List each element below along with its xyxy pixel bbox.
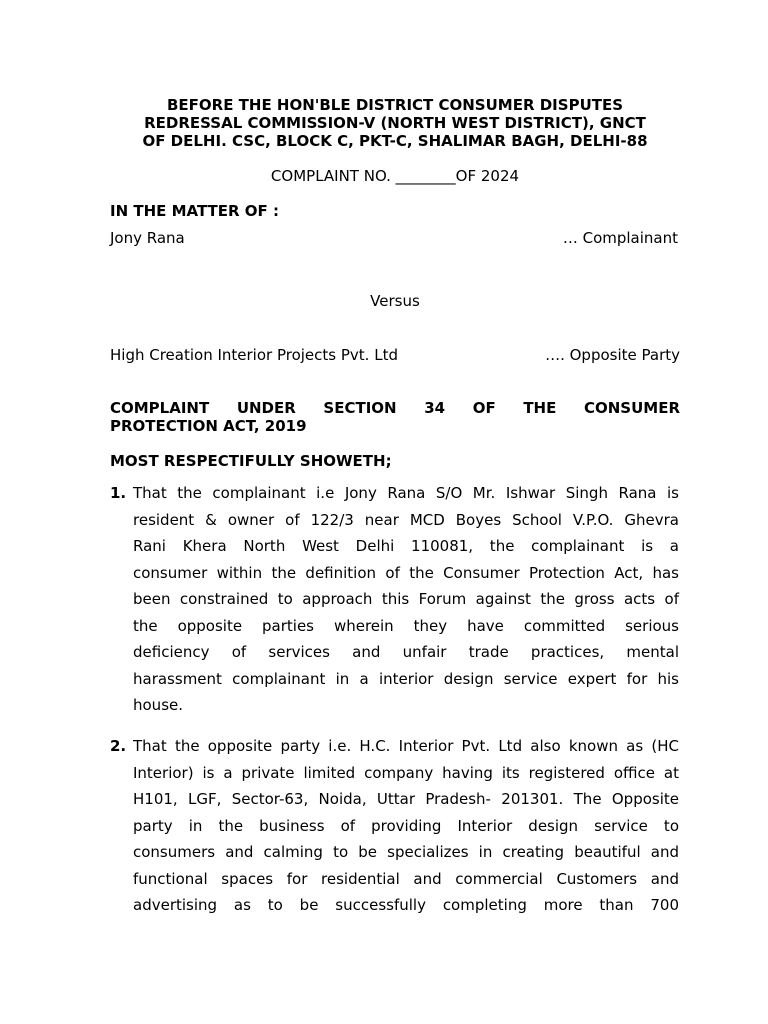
paragraph-line: H101, LGF, Sector-63, Noida, Uttar Pradesh- 201301. The Opposite [133, 790, 679, 808]
opposite-party-role: …. Opposite Party [545, 346, 680, 364]
paragraph-line: That the complainant i.e Jony Rana S/O Mr. Ishwar Singh Rana is [133, 484, 679, 502]
heading-line: REDRESSAL COMMISSION-V (NORTH WEST DISTRICT), GNCT [144, 114, 646, 132]
section-title-line1 [110, 399, 680, 417]
paragraph-line: That the opposite party i.e. H.C. Interior Pvt. Ltd also known as (HC [133, 737, 679, 755]
paragraph-line: party in the business of providing Interior design service to [133, 816, 679, 835]
showeth-heading: MOST RESPECTIFULLY SHOWETH; [110, 452, 392, 470]
complaint-number: COMPLAINT NO. ________OF 2024 [270, 167, 520, 185]
heading-line: BEFORE THE HON'BLE DISTRICT CONSUMER DISPUTES [166, 96, 624, 114]
opposite-party-row [110, 346, 680, 364]
paragraph-number: 2. [110, 737, 127, 755]
court-heading [110, 96, 680, 150]
paragraph-line: harassment complainant in a interior design service expert for his [133, 669, 679, 688]
paragraph-1 [110, 480, 680, 719]
section-title-word: SECTION [323, 399, 397, 417]
section-title-word: UNDER [236, 399, 296, 417]
paragraph-line: consumer within the definition of the Consumer Protection Act, has [133, 563, 679, 582]
paragraph-line: been constrained to approach this Forum against the gross acts of [133, 590, 679, 608]
complainant-row [110, 229, 680, 247]
paragraph-line: advertising as to be successfully completing more than 700 [133, 896, 679, 914]
paragraph-2 [110, 733, 680, 919]
paragraph-text [133, 733, 679, 919]
paragraph-line: resident & owner of 122/3 near MCD Boyes School V.P.O. Ghevra [133, 510, 679, 529]
section-title-word: 34 [424, 399, 446, 417]
section-title [110, 399, 680, 435]
complainant-name: Jony Rana [110, 229, 185, 247]
paragraph-line: house. [133, 696, 184, 714]
paragraph-line: Rani Khera North West Delhi 110081, the complainant is a [133, 537, 679, 555]
complainant-role: … Complainant [562, 229, 678, 247]
section-title-word: CONSUMER [583, 399, 680, 417]
paragraph-line: Interior) is a private limited company having its registered office at [133, 763, 679, 782]
section-title-line2: PROTECTION ACT, 2019 [110, 417, 307, 435]
section-title-word: THE [523, 399, 557, 417]
section-title-word: COMPLAINT [110, 399, 210, 417]
paragraph-line: functional spaces for residential and commercial Customers and [133, 869, 679, 888]
paragraph-line: consumers and calming to be specializes in creating beautiful and [133, 843, 679, 861]
paragraph-text [133, 480, 679, 719]
paragraph-line: the opposite parties wherein they have committed serious [133, 616, 679, 635]
matter-title: IN THE MATTER OF : [110, 202, 280, 220]
opposite-party-name: High Creation Interior Projects Pvt. Ltd [110, 346, 398, 364]
paragraph-line: deficiency of services and unfair trade practices, mental [133, 643, 679, 661]
section-title-word: OF [472, 399, 496, 417]
paragraph-number: 1. [110, 484, 127, 502]
versus-label: Versus [370, 292, 420, 310]
heading-line: OF DELHI. CSC, BLOCK C, PKT-C, SHALIMAR BAGH, DELHI-88 [142, 132, 648, 150]
